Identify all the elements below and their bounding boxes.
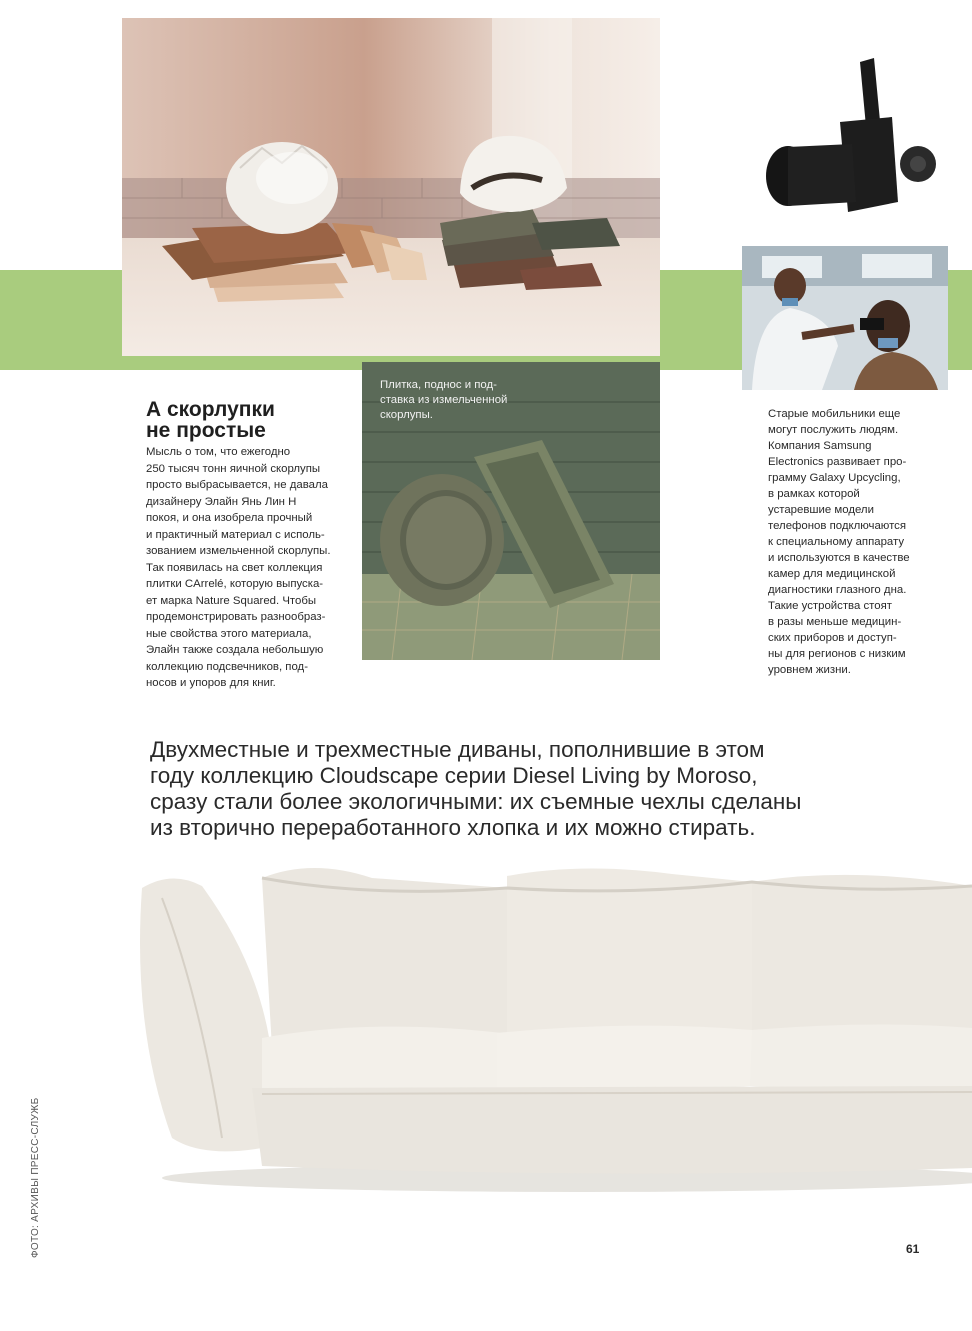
tray-photo-caption: Плитка, поднос и под- ставка из измельченной скорлупы.	[380, 379, 508, 421]
doctor-eye-exam-photo	[742, 246, 948, 390]
eye-camera-device-photo	[752, 52, 952, 242]
photo-credit: ФОТО: АРХИВЫ ПРЕСС-СЛУЖБ	[30, 1097, 41, 1258]
samsung-upcycling-caption: Старые мобильники еще могут послужить людям. Компания Samsung Electronics развивает про- грамму Galaxy Upcycling, в рамках которой устаревшие модели телефонов подключаются к специальному аппарату и используются в качестве камер для медицинской диагностики глазного дна. Такие устройства стоят в разы меньше медицин- ских приборов и доступ- ны для регионов с низким уровнем жизни.	[768, 408, 910, 676]
eggshell-tiles-photo	[122, 18, 660, 356]
eggshell-article-title	[146, 399, 356, 441]
page-number: 61	[906, 1242, 920, 1256]
cloudscape-sofa-photo	[112, 848, 972, 1208]
sofa-article-text: Двухместные и трехместные диваны, пополнившие в этом году коллекцию Cloudscape серии Diesel Living by Moroso, сразу стали более экологичными: их съемные чехлы сделаны из вторично переработанного хлопка и их можно стирать.	[150, 737, 802, 840]
headline-text: А скорлупки не простые	[146, 398, 275, 442]
eggshell-article-body: Мысль о том, что ежегодно 250 тысяч тонн яичной скорлупы просто выбрасывается, не давала дизайнеру Элайн Янь Лин Н покоя, и она изобрела прочный и практичный материал с исполь- зованием измельченной скорлупы. Так появилась на свет коллекция плитки CArrelé, которую выпуска- ет марка Nature Squared. Чтобы продемонстрировать разнообраз- ные свойства этого материала, Элайн также создала небольшую коллекцию подсвечников, под- носов и упоров для книг.	[146, 446, 331, 689]
